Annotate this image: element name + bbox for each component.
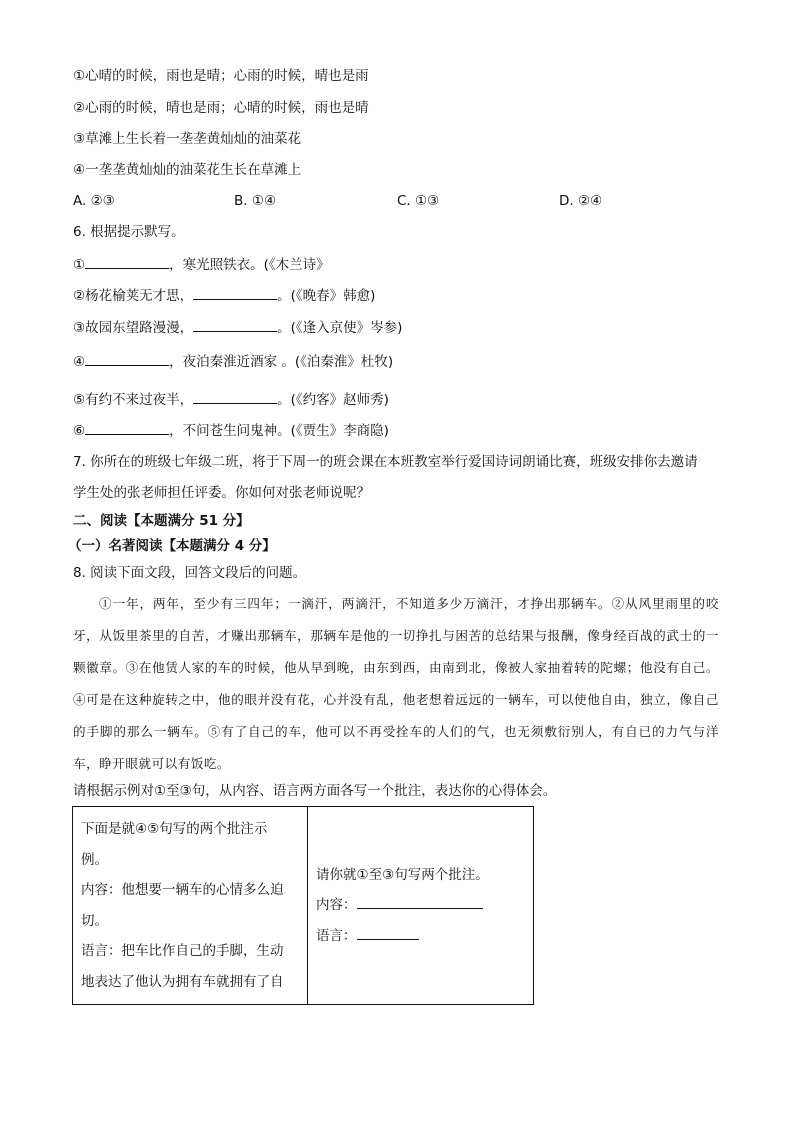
q6-line-4 — [73, 352, 393, 371]
answer-blank[interactable] — [193, 286, 277, 300]
language-label: 语言： — [316, 927, 357, 944]
content-answer-blank[interactable] — [357, 895, 483, 909]
q5-option-3: ③草滩上生长着一垄垄黄灿灿的油菜花 — [73, 131, 302, 147]
q6-line-2 — [73, 286, 375, 305]
language-answer-row — [308, 921, 533, 952]
q5-option-4: ④一垄垄黄灿灿的油菜花生长在草滩上 — [73, 162, 302, 178]
q5-choice-d: D. ②④ — [559, 193, 603, 209]
q5-choice-a: A. ②③ — [73, 193, 115, 209]
q6-line-2-suffix: 。(《晚春》韩愈) — [277, 288, 376, 304]
q6-line-1-suffix: ，寒光照铁衣。(《木兰诗》 — [169, 257, 330, 273]
answer-blank[interactable] — [193, 390, 277, 404]
q5-choice-b: B. ①④ — [234, 193, 277, 209]
answer-cell — [308, 807, 534, 1005]
q6-line-5-suffix: 。(《约客》赵师秀) — [277, 392, 389, 408]
q5-option-2: ②心雨的时候，晴也是雨；心晴的时候，雨也是晴 — [73, 100, 369, 116]
q8-instruction: 请根据示例对①至③句，从内容、语言两方面各写一个批注，表达你的心得体会。 — [73, 783, 557, 799]
example-line: 内容：他想要一辆车的心情多么迫 — [81, 882, 284, 898]
q6-line-5-prefix: ⑤有约不来过夜半， — [73, 392, 194, 408]
q6-line-2-prefix: ②杨花榆荚无才思， — [73, 288, 194, 304]
q6-line-4-suffix: ，夜泊秦淮近酒家 。(《泊秦淮》杜牧) — [169, 354, 394, 370]
q5-choice-c: C. ①③ — [397, 193, 440, 209]
q6-line-6 — [73, 421, 389, 440]
q7-line-1: 7. 你所在的班级七年级二班，将于下周一的班会课在本班教室举行爱国诗词朗诵比赛，班级安排你去邀请 — [73, 454, 698, 470]
q8-passage: ①一年，两年，至少有三四年；一滴汗，两滴汗，不知道多少万滴汗，才挣出那辆车。②从风里雨里的咬牙，从饭里茶里的自苦，才赚出那辆车，那辆车是他的一切挣扎与困苦的总结果与报酬，像身经百战的武士的一颗徽章。③在他赁人家的车的时候，他从早到晚，由东到西，由南到北，像被人家抽着转的陀螺；他没有自己。④可是在这种旋转之中，他的眼并没有花，心并没有乱，他老想着远远的一辆车，可以使他自由，独立，像自己的手脚的那么一辆车。⑤有了自己的车，他可以不再受拴车的人们的气，也无须敷衍别人，有自已的力气与洋车，睁开眼就可以有饭吃。 — [73, 596, 719, 771]
example-line: 语言：把车比作自己的手脚，生动 — [81, 943, 284, 959]
q6-line-3 — [73, 318, 402, 337]
q6-line-1-prefix: ① — [73, 257, 86, 273]
example-line: 地表达了他认为拥有车就拥有了自 — [81, 973, 284, 990]
q6-line-1 — [73, 255, 330, 274]
q6-line-6-suffix: ，不问苍生问鬼神。(《贾生》李商隐) — [169, 423, 389, 439]
answer-blank[interactable] — [193, 318, 277, 332]
example-cell — [73, 807, 308, 1005]
q6-line-5 — [73, 390, 389, 409]
q7-line-2: 学生处的张老师担任评委。你如何对张老师说呢？ — [73, 485, 370, 501]
q8-title: 8. 阅读下面文段，回答文段后的问题。 — [73, 565, 307, 581]
language-answer-blank[interactable] — [357, 926, 419, 940]
content-label: 内容： — [316, 897, 357, 914]
q5-option-1: ①心晴的时候，雨也是晴；心雨的时候，晴也是雨 — [73, 68, 369, 84]
q6-line-3-suffix: 。(《逢入京使》岑参) — [277, 320, 403, 336]
answer-blank[interactable] — [85, 352, 169, 366]
q6-line-6-prefix: ⑥ — [73, 423, 86, 439]
section-heading: 二、阅读【本题满分 51 分】 — [73, 513, 250, 529]
annotation-table — [72, 806, 534, 1005]
example-line: 例。 — [81, 851, 108, 868]
example-line: 下面是就④⑤句写的两个批注示 — [81, 821, 268, 837]
answer-instruction: 请你就①至③句写两个批注。 — [316, 866, 489, 883]
content-answer-row — [308, 890, 533, 921]
answer-blank[interactable] — [85, 421, 169, 435]
q6-line-3-prefix: ③故园东望路漫漫， — [73, 320, 194, 336]
answer-blank[interactable] — [85, 255, 169, 269]
subsection-heading: （一）名著阅读【本题满分 4 分】 — [68, 538, 276, 554]
q6-line-4-prefix: ④ — [73, 354, 86, 370]
q6-title: 6. 根据提示默写。 — [73, 224, 185, 240]
example-line: 切。 — [81, 912, 108, 929]
